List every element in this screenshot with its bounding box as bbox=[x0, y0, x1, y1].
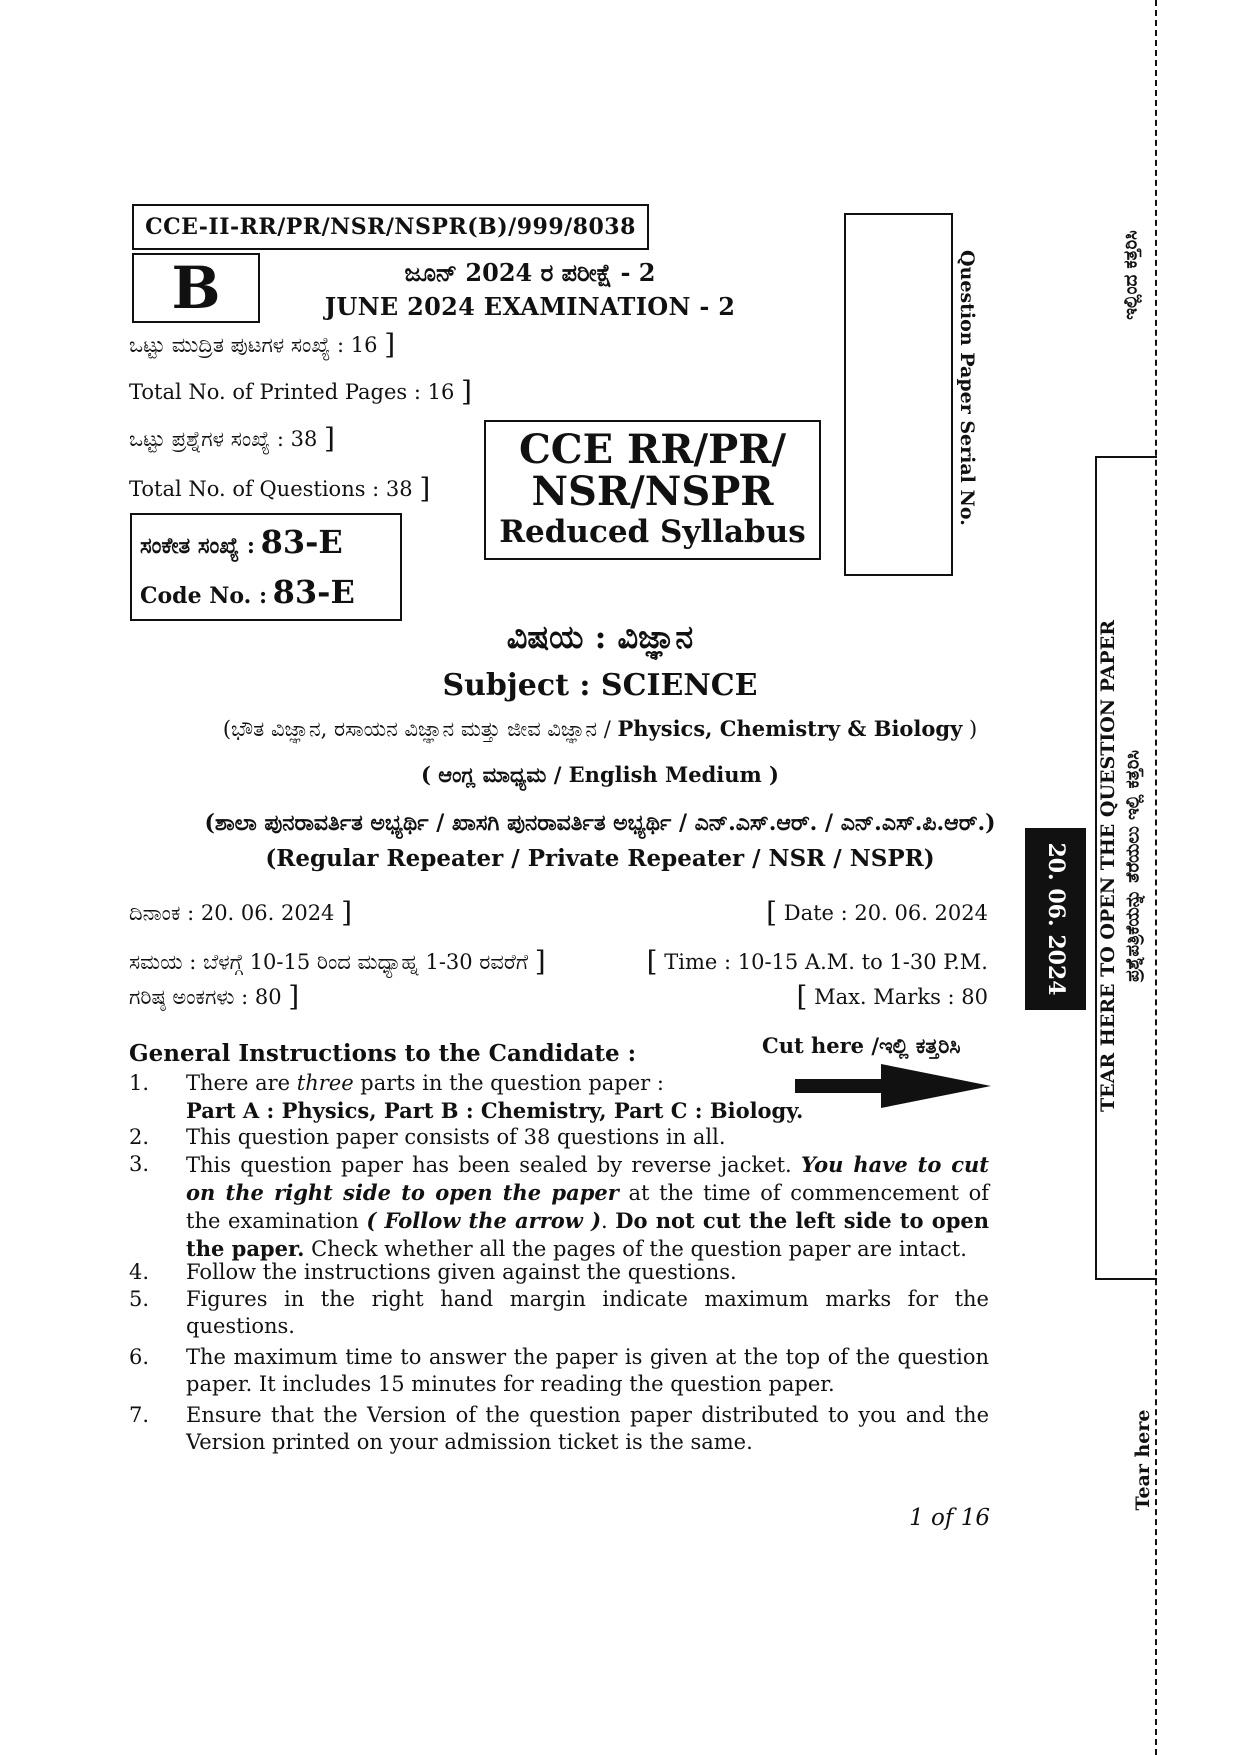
paper-code-line: CCE-II-RR/PR/NSR/NSPR(B)/999/8038 bbox=[132, 204, 649, 250]
date-english: [ Date : 20. 06. 2024 bbox=[766, 896, 988, 929]
page-number: 1 of 16 bbox=[909, 1505, 990, 1531]
course-line-3: Reduced Syllabus bbox=[499, 514, 806, 550]
course-line-2: NSR/NSPR bbox=[531, 468, 774, 515]
subject-kannada: ವಿಷಯ : ವಿಜ್ಞಾನ bbox=[506, 618, 694, 656]
date-badge: 20. 06. 2024 bbox=[1025, 828, 1086, 1010]
printed-pages-kannada: ಒಟ್ಟು ಮುದ್ರಿತ ಪುಟಗಳ ಸಂಖ್ಯೆ : 16 ] bbox=[129, 328, 396, 361]
instruction-item: 2. This question paper consists of 38 questions in all. bbox=[129, 1125, 726, 1149]
code-number-english: Code No. : 83-E bbox=[140, 573, 355, 611]
candidate-category-english: (Regular Repeater / Private Repeater / NSR / NSPR) bbox=[265, 845, 935, 872]
questions-count-kannada: ಒಟ್ಟು ಪ್ರಶ್ನೆಗಳ ಸಂಖ್ಯೆ : 38 ] bbox=[129, 422, 335, 455]
course-line-1: CCE RR/PR/ bbox=[518, 426, 787, 473]
instruction-item: 6. The maximum time to answer the paper is given at the top of the question paper. It includes 15 minutes for reading the question paper. bbox=[129, 1345, 989, 1396]
max-marks-kannada: ಗರಿಷ್ಠ ಅಂಕಗಳು : 80 ] bbox=[129, 980, 300, 1013]
printed-pages-english: Total No. of Printed Pages : 16 ] bbox=[129, 375, 472, 408]
tear-here-instruction: TEAR HERE TO OPEN THE QUESTION PAPER bbox=[1097, 620, 1119, 1112]
tear-here-instruction-kannada: ಪ್ರಶ್ನೆಪತ್ರಿಕೆಯನ್ನು ತೆರೆಯಲು ಇಲ್ಲಿ ಕತ್ತರಿಸಿ bbox=[1122, 750, 1144, 982]
instruction-item: 4. Follow the instructions given against the questions. bbox=[129, 1260, 737, 1284]
instruction-item: 7. Ensure that the Version of the question paper distributed to you and the Version printed on your admission ticket is the same. bbox=[129, 1403, 989, 1454]
tear-here-label: Tear here bbox=[1132, 1409, 1154, 1511]
instructions-title: General Instructions to the Candidate : bbox=[129, 1040, 637, 1067]
version-letter: B bbox=[132, 253, 260, 323]
serial-number-box bbox=[844, 213, 953, 576]
instruction-item: 5. Figures in the right hand margin indicate maximum marks for the questions. bbox=[129, 1287, 989, 1338]
candidate-category-kannada: (ಶಾಲಾ ಪುನರಾವರ್ತಿತ ಅಭ್ಯರ್ಥಿ / ಖಾಸಗಿ ಪುನರಾವರ್ತಿತ ಅಭ್ಯರ್ಥಿ / ಎನ್.ಎಸ್.ಆರ್. / ಎನ್.ಎಸ್.ಪಿ.ಆರ್.) bbox=[204, 810, 996, 836]
code-number-box bbox=[130, 513, 402, 621]
exam-title-english: JUNE 2024 EXAMINATION - 2 bbox=[324, 292, 736, 321]
cut-from-here-kannada: ಇಲ್ಲಿಂದ ಕತ್ತರಿಸಿ bbox=[1120, 230, 1142, 320]
instruction-item: 1. There are three parts in the question paper : Part A : Physics, Part B : Chemistry, Part C : Biology. bbox=[129, 1070, 989, 1124]
instruction-item: 3. This question paper has been sealed by reverse jacket. You have to cut on the right side to open the paper at the time of commencement of the examination ( Follow the arrow ). Do not cut the left side to open the paper. Check whether all the pages of the question paper are intact. bbox=[129, 1152, 990, 1261]
cut-here-label: Cut here /ಇಲ್ಲಿ ಕತ್ತರಿಸಿ bbox=[762, 1033, 961, 1058]
max-marks-english: [ Max. Marks : 80 bbox=[796, 980, 988, 1013]
course-box bbox=[484, 420, 821, 560]
subject-branches: (ಭೌತ ವಿಜ್ಞಾನ, ರಸಾಯನ ವಿಜ್ಞಾನ ಮತ್ತು ಜೀವ ವಿಜ್ಞಾನ / Physics, Chemistry & Biology ) bbox=[222, 716, 978, 741]
subject-english: Subject : SCIENCE bbox=[442, 668, 758, 703]
exam-parts: Part A : Physics, Part B : Chemistry, Part C : Biology. bbox=[186, 1098, 804, 1123]
medium: ( ಆಂಗ್ಲ ಮಾಧ್ಯಮ / English Medium ) bbox=[420, 762, 779, 787]
serial-number-label: Question Paper Serial No. bbox=[956, 250, 978, 526]
time-kannada: ಸಮಯ : ಬೆಳಗ್ಗೆ 10-15 ರಿಂದ ಮಧ್ಯಾಹ್ನ 1-30 ರವರೆಗೆ ] bbox=[129, 945, 546, 978]
time-english: [ Time : 10-15 A.M. to 1-30 P.M. bbox=[646, 945, 988, 978]
questions-count-english: Total No. of Questions : 38 ] bbox=[129, 472, 431, 505]
exam-title-kannada: ಜೂನ್ 2024 ರ ಪರೀಕ್ಷೆ - 2 bbox=[404, 258, 656, 287]
date-kannada: ದಿನಾಂಕ : 20. 06. 2024 ] bbox=[129, 896, 353, 929]
code-number-kannada: ಸಂಕೇತ ಸಂಖ್ಯೆ : 83-E bbox=[140, 523, 343, 561]
